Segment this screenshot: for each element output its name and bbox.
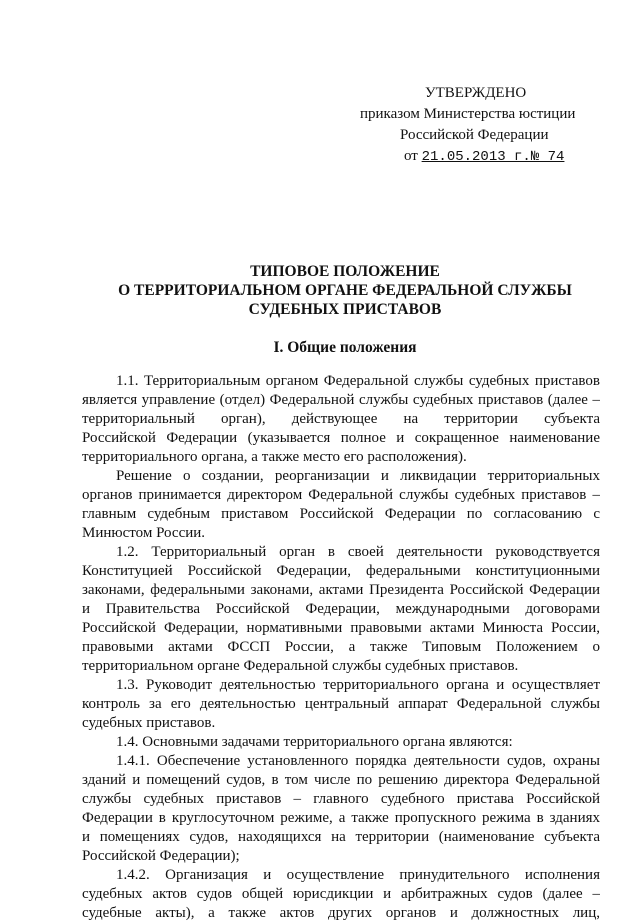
body-line: 1.4.1. Обеспечение установленного порядка деятельности судов, охраны <box>116 753 600 769</box>
body-line: территориальный орган), действующее на территории субъекта <box>82 411 600 427</box>
body-line: территориальном органе Федеральной службы судебных приставов. <box>82 658 519 674</box>
body-line: и Правительства Российской Федерации, международными договорами <box>82 601 600 617</box>
title-line-3: СУДЕБНЫХ ПРИСТАВОВ <box>248 301 442 318</box>
body-line: является управление (отдел) Федеральной службы судебных приставов (далее – <box>82 392 600 408</box>
body-line: Российской Федерации (указывается полное и сокращенное наименование <box>82 430 600 446</box>
body-line: Федерации в круглосуточном режиме, а также пропускного режима в зданиях <box>82 810 600 826</box>
approval-date-stamp: 21.05.2013 г.№ 74 <box>421 149 565 165</box>
document-title <box>80 262 610 319</box>
body-line: 1.4.2. Организация и осуществление принудительного исполнения <box>116 867 600 883</box>
approval-federation-line: Российской Федерации <box>400 127 549 143</box>
body-line: зданий и помещений судов, в том числе по решению директора Федеральной <box>82 772 600 788</box>
body-line: законами, федеральными законами, актами Президента Российской Федерации <box>82 582 600 598</box>
title-line-1: ТИПОВОЕ ПОЛОЖЕНИЕ <box>250 263 440 280</box>
body-line: территориального органа, а также место его расположения). <box>82 449 467 465</box>
body-line: судебные акты), а также актов других органов и должностных лиц, <box>82 905 600 921</box>
body-line: Решение о создании, реорганизации и ликвидации территориальных <box>116 468 600 484</box>
body-line: органов принимается директором Федеральной службы судебных приставов – <box>82 487 600 503</box>
section-title: I. Общие положения <box>273 339 417 356</box>
body-line: службы судебных приставов – главного судебного пристава Российской <box>82 791 600 807</box>
approval-order-line: приказом Министерства юстиции <box>360 106 576 122</box>
body-line: правовыми актами ФССП России, а также Типовым Положением о <box>82 639 600 655</box>
body-line: 1.1. Территориальным органом Федеральной службы судебных приставов <box>116 373 600 389</box>
approval-date-line <box>404 146 564 168</box>
body-line: 1.4. Основными задачами территориального органа являются: <box>116 734 513 750</box>
body-line: судебных актов судов общей юрисдикции и арбитражных судов (далее – <box>82 886 600 902</box>
approval-heading: УТВЕРЖДЕНО <box>425 85 527 101</box>
body-line: Российской Федерации); <box>82 848 240 864</box>
body-line: Конституцией Российской Федерации, федеральными конституционными <box>82 563 600 579</box>
body-line: и помещениях судов, находящихся на территории (наименование субъекта <box>82 829 600 845</box>
body-line: главным судебным приставом Российской Федерации по согласованию с <box>82 506 600 522</box>
body-line: судебных приставов. <box>82 715 216 731</box>
body-line: 1.3. Руководит деятельностью территориального органа и осуществляет <box>116 677 600 693</box>
body-line: Российской Федерации, нормативными правовыми актами Минюста России, <box>82 620 600 636</box>
body-line: контроль за его деятельностью центральный аппарат Федеральной службы <box>82 696 600 712</box>
approval-date-prefix: от <box>404 148 422 164</box>
body-line: Минюстом России. <box>82 525 206 541</box>
title-line-2: О ТЕРРИТОРИАЛЬНОМ ОРГАНЕ ФЕДЕРАЛЬНОЙ СЛУЖБЫ <box>118 282 572 299</box>
body-line: 1.2. Территориальный орган в своей деятельности руководствуется <box>116 544 600 560</box>
